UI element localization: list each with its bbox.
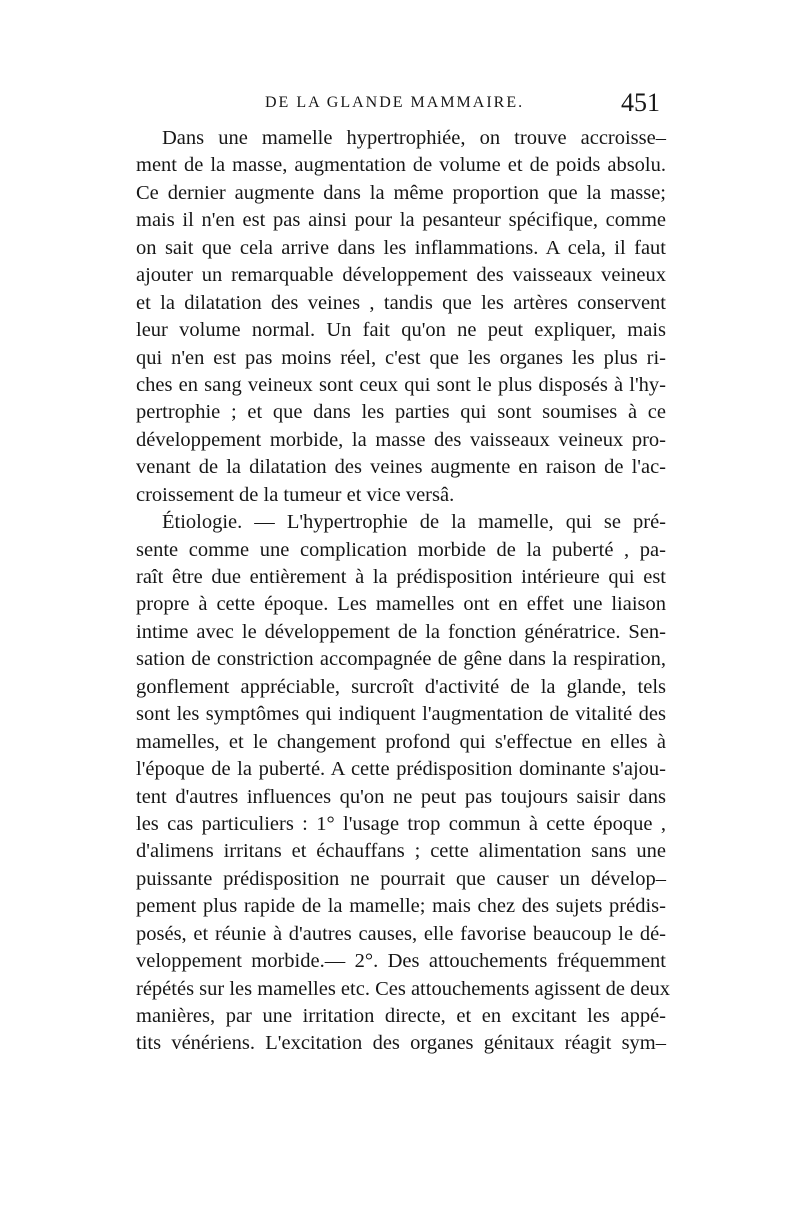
text-line: gonflement appréciable, surcroît d'activité de la glande, tels: [136, 675, 666, 698]
text-line: répétés sur les mamelles etc. Ces attouchements agissent de deux: [136, 977, 670, 1000]
text-line: raît être due entièrement à la prédisposition intérieure qui est: [136, 566, 666, 588]
text-line: sation de constriction accompagnée de gêne dans la respiration,: [136, 648, 666, 671]
text-line: développement morbide, la masse des vaisseaux veineux pro-: [136, 428, 666, 451]
text-line: puissante prédisposition ne pourrait que causer un dévelop–: [136, 867, 666, 890]
text-line: croissement de la tumeur et vice versâ.: [136, 483, 455, 506]
text-line: les cas particuliers : 1° l'usage trop commun à cette époque ,: [136, 812, 666, 835]
text-line: Dans une mamelle hypertrophiée, on trouve accroisse–: [162, 127, 666, 149]
text-line: sont les symptômes qui indiquent l'augmentation de vitalité des: [136, 703, 666, 726]
text-line: ajouter un remarquable développement des vaisseaux veineux: [136, 264, 666, 287]
running-head: DE LA GLANDE MAMMAIRE.: [265, 94, 525, 111]
text-line: veloppement morbide.— 2°. Des attouchements fréquemment: [136, 950, 666, 973]
text-line: pertrophie ; et que dans les parties qui sont soumises à ce: [136, 401, 666, 424]
page-number: 451: [621, 88, 660, 117]
text-line: qui n'en est pas moins réel, c'est que les organes les plus ri-: [136, 346, 666, 369]
text-line: on sait que cela arrive dans les inflammations. A cela, il faut: [136, 236, 666, 259]
text-line: sente comme une complication morbide de la puberté , pa-: [136, 538, 666, 561]
text-line: ment de la masse, augmentation de volume et de poids absolu.: [136, 154, 666, 177]
text-line: mamelles, et le changement profond qui s'effectue en elles à: [136, 730, 666, 753]
text-line: propre à cette époque. Les mamelles ont en effet une liaison: [136, 593, 666, 616]
text-line: Étiologie. — L'hypertrophie de la mamelle, qui se pré-: [162, 511, 666, 534]
text-line: Ce dernier augmente dans la même proportion que la masse;: [136, 181, 666, 204]
text-line: posés, et réunie à d'autres causes, elle favorise beaucoup le dé-: [136, 922, 666, 945]
text-line: mais il n'en est pas ainsi pour la pesanteur spécifique, comme: [136, 209, 666, 232]
text-line: l'époque de la puberté. A cette prédisposition dominante s'ajou-: [136, 758, 666, 781]
text-line: d'alimens irritans et échauffans ; cette alimentation sans une: [136, 840, 666, 863]
text-line: et la dilatation des veines , tandis que les artères conservent: [136, 291, 666, 314]
text-line: tent d'autres influences qu'on ne peut pas toujours saisir dans: [136, 785, 666, 808]
text-line: venant de la dilatation des veines augmente en raison de l'ac-: [136, 456, 666, 479]
body-text: [136, 125, 670, 1058]
page-header: [140, 88, 660, 128]
text-line: intime avec le développement de la fonction génératrice. Sen-: [136, 620, 666, 643]
text-line: leur volume normal. Un fait qu'on ne peut expliquer, mais: [136, 319, 666, 342]
text-line: ches en sang veineux sont ceux qui sont le plus disposés à l'hy-: [136, 373, 666, 396]
text-line: manières, par une irritation directe, et en excitant les appé-: [136, 1005, 666, 1027]
text-line: pement plus rapide de la mamelle; mais chez des sujets prédis-: [136, 895, 666, 918]
text-line: tits vénériens. L'excitation des organes génitaux réagit sym–: [136, 1032, 666, 1055]
